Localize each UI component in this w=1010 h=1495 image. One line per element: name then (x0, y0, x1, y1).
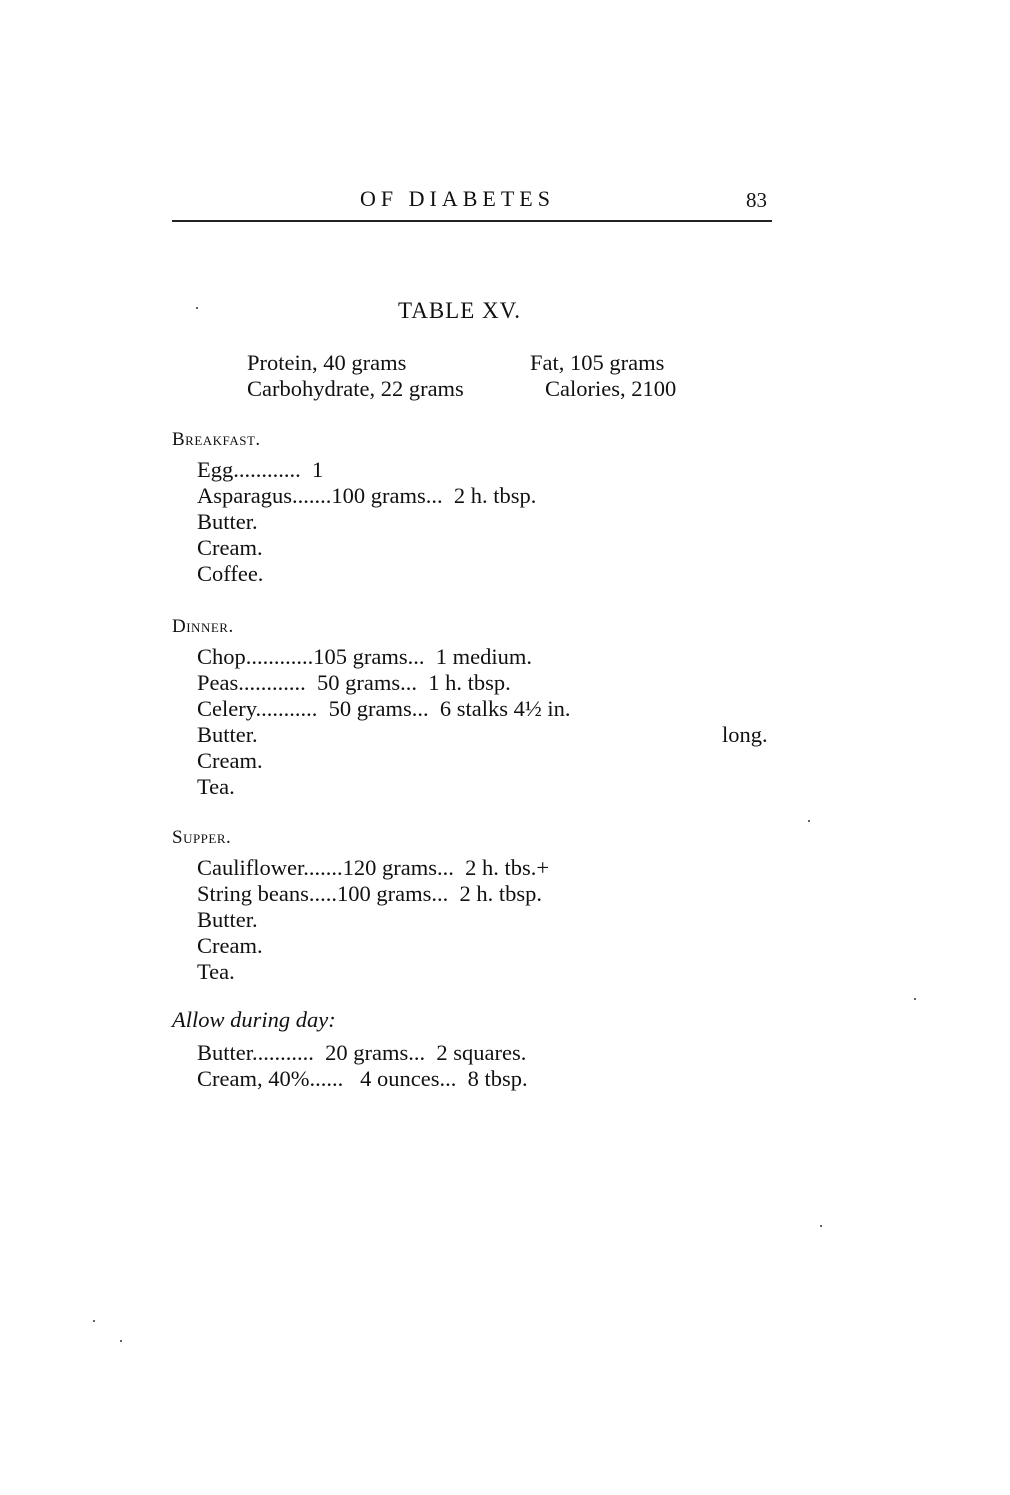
summary-carbohydrate: Carbohydrate, 22 grams (247, 376, 464, 401)
breakfast-line: Asparagus.......100 grams... 2 h. tbsp. (197, 483, 537, 508)
dinner-continuation: long. (722, 722, 768, 747)
supper-line: Butter. (197, 907, 258, 932)
scan-speck (120, 1340, 122, 1342)
summary-fat: Fat, 105 grams (530, 350, 665, 375)
section-heading-breakfast: Breakfast. (172, 429, 261, 450)
dinner-line: Butter. (197, 722, 258, 747)
allowance-heading: Allow during day: (172, 1007, 336, 1032)
dinner-line: Cream. (197, 748, 263, 773)
allowance-line: Butter........... 20 grams... 2 squares. (197, 1040, 527, 1065)
scan-speck (93, 1320, 95, 1322)
running-title: OF DIABETES (360, 186, 555, 211)
breakfast-line: Egg............ 1 (197, 457, 324, 482)
supper-line: Cauliflower.......120 grams... 2 h. tbs.+ (197, 855, 550, 880)
scan-speck (196, 307, 198, 309)
section-heading-dinner: Dinner. (172, 616, 234, 637)
page-number: 83 (746, 188, 767, 212)
section-heading-supper: Supper. (172, 827, 232, 848)
supper-line: String beans.....100 grams... 2 h. tbsp. (197, 881, 542, 906)
supper-line: Cream. (197, 933, 263, 958)
breakfast-line: Coffee. (197, 561, 264, 586)
dinner-line: Celery........... 50 grams... 6 stalks 4½ in. (197, 696, 571, 721)
table-title: TABLE XV. (398, 298, 522, 323)
dinner-line: Chop............105 grams... 1 medium. (197, 644, 532, 669)
scan-speck (914, 998, 916, 1000)
scan-speck (820, 1225, 822, 1227)
dinner-line: Peas............ 50 grams... 1 h. tbsp. (197, 670, 511, 695)
summary-calories: Calories, 2100 (545, 376, 677, 401)
allowance-line: Cream, 40%...... 4 ounces... 8 tbsp. (197, 1066, 528, 1091)
summary-protein: Protein, 40 grams (247, 350, 407, 375)
supper-line: Tea. (197, 959, 235, 984)
header-rule (172, 220, 772, 222)
scan-speck (808, 820, 810, 822)
breakfast-line: Cream. (197, 535, 263, 560)
dinner-line: Tea. (197, 774, 235, 799)
breakfast-line: Butter. (197, 509, 258, 534)
